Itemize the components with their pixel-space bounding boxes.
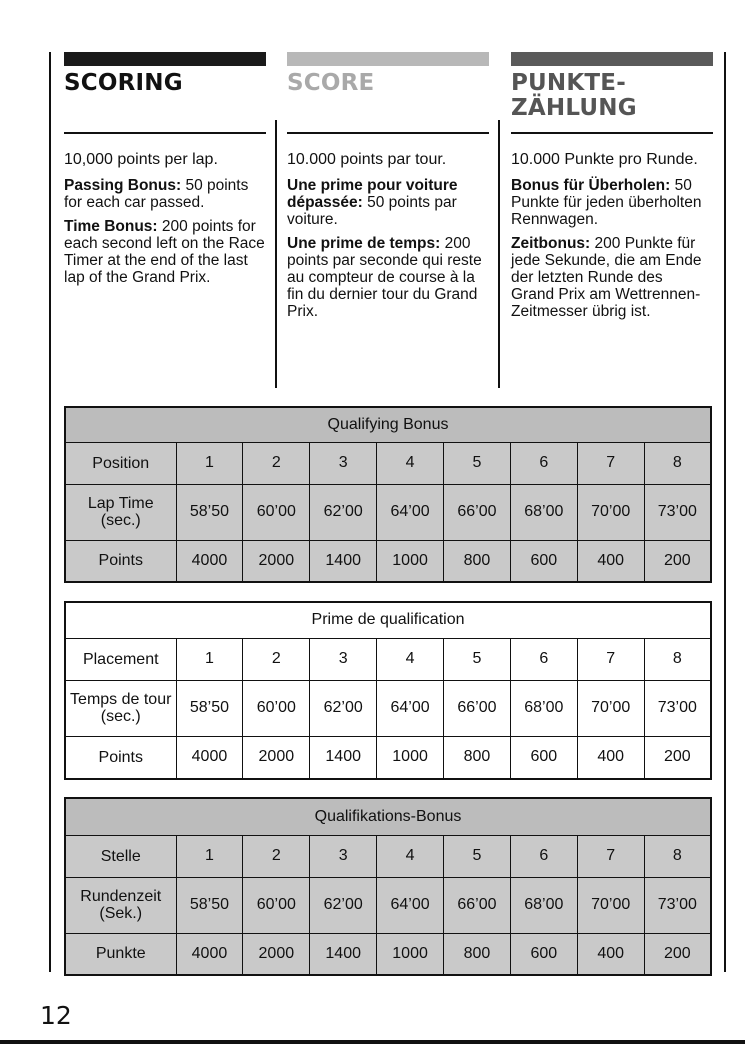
time-cell: 73’00 [644, 680, 711, 736]
position-cell: 3 [310, 442, 377, 484]
column-header-bar [511, 52, 713, 66]
scoring-column-fr [287, 52, 489, 320]
points-cell: 400 [577, 933, 644, 975]
time-cell: 70’00 [577, 484, 644, 540]
column-title: PUNKTE- ZÄHLUNG [511, 70, 637, 121]
points-cell: 2000 [243, 736, 310, 779]
time-cell: 62’00 [310, 680, 377, 736]
time-bonus: Zeitbonus: 200 Punkte für jede Sekunde, die am Ende der letzten Runde des Grand Prix am Wettrennen-Zeitmesser übrig ist. [511, 235, 702, 320]
time-cell: 58’50 [176, 877, 243, 933]
time-cell: 70’00 [577, 877, 644, 933]
table-title: Qualifying Bonus [65, 407, 711, 442]
position-cell: 5 [444, 638, 511, 680]
column-header-bar [64, 52, 266, 66]
time-cell: 68’00 [510, 484, 577, 540]
table-title: Qualifikations-Bonus [65, 798, 711, 835]
time-cell: 66’00 [444, 680, 511, 736]
position-cell: 6 [510, 442, 577, 484]
qualifying-bonus-table-de [64, 797, 712, 976]
column-body [64, 151, 266, 293]
position-cell: 1 [176, 638, 243, 680]
points-per-lap: 10.000 Punkte pro Runde. [511, 151, 698, 168]
position-cell: 2 [243, 835, 310, 877]
time-cell: 66’00 [444, 877, 511, 933]
points-cell: 200 [644, 933, 711, 975]
time-cell: 58’50 [176, 680, 243, 736]
row-label-position: Position [65, 442, 176, 484]
time-cell: 58’50 [176, 484, 243, 540]
column-header-bar [287, 52, 489, 66]
points-cell: 400 [577, 540, 644, 582]
position-cell: 4 [377, 638, 444, 680]
points-cell: 600 [510, 933, 577, 975]
row-label-points: Points [65, 736, 176, 779]
points-cell: 1000 [377, 933, 444, 975]
points-per-lap: 10,000 points per lap. [64, 151, 218, 168]
time-cell: 62’00 [310, 877, 377, 933]
row-label-points: Punkte [65, 933, 176, 975]
points-cell: 200 [644, 736, 711, 779]
page-number: 12 [40, 1001, 72, 1030]
points-cell: 1400 [310, 933, 377, 975]
table-title: Prime de qualification [65, 602, 711, 638]
time-cell: 62’00 [310, 484, 377, 540]
position-cell: 2 [243, 638, 310, 680]
column-body [287, 151, 489, 327]
passing-bonus: Une prime pour voiture dépassée: 50 points par voiture. [287, 177, 458, 228]
bottom-rule [0, 1040, 745, 1044]
position-cell: 3 [310, 835, 377, 877]
passing-bonus: Passing Bonus: 50 points for each car passed. [64, 177, 249, 211]
passing-bonus: Bonus für Überholen: 50 Punkte für jeden überholten Rennwagen. [511, 177, 702, 228]
time-cell: 60’00 [243, 680, 310, 736]
row-label-position: Stelle [65, 835, 176, 877]
column-divider-1 [275, 120, 277, 388]
points-cell: 1000 [377, 736, 444, 779]
column-rule [287, 132, 489, 134]
time-bonus: Time Bonus: 200 points for each second left on the Race Timer at the end of the last lap of the Grand Prix. [64, 218, 265, 286]
points-cell: 1400 [310, 540, 377, 582]
points-cell: 4000 [176, 933, 243, 975]
position-cell: 1 [176, 835, 243, 877]
position-cell: 2 [243, 442, 310, 484]
scoring-column-en [64, 52, 266, 286]
time-bonus: Une prime de temps: 200 points par seconde qui reste au compteur de course à la fin du dernier tour du Grand Prix. [287, 235, 482, 320]
qualifying-bonus-table-en [64, 406, 712, 583]
points-cell: 200 [644, 540, 711, 582]
right-margin-rule [724, 52, 726, 972]
position-cell: 6 [510, 835, 577, 877]
time-cell: 60’00 [243, 877, 310, 933]
points-cell: 1000 [377, 540, 444, 582]
points-cell: 800 [444, 540, 511, 582]
time-cell: 73’00 [644, 484, 711, 540]
points-cell: 2000 [243, 933, 310, 975]
position-cell: 7 [577, 442, 644, 484]
points-cell: 800 [444, 933, 511, 975]
position-cell: 7 [577, 835, 644, 877]
position-cell: 3 [310, 638, 377, 680]
position-cell: 6 [510, 638, 577, 680]
points-cell: 4000 [176, 540, 243, 582]
points-per-lap: 10.000 points par tour. [287, 151, 447, 168]
column-title: SCORING [64, 70, 183, 96]
time-cell: 60’00 [243, 484, 310, 540]
points-cell: 600 [510, 540, 577, 582]
column-body [511, 151, 707, 327]
position-cell: 4 [377, 442, 444, 484]
position-cell: 8 [644, 835, 711, 877]
qualifying-bonus-table-fr [64, 601, 712, 780]
time-cell: 73’00 [644, 877, 711, 933]
column-divider-2 [498, 120, 500, 388]
points-cell: 600 [510, 736, 577, 779]
position-cell: 5 [444, 835, 511, 877]
time-cell: 64’00 [377, 877, 444, 933]
row-label-points: Points [65, 540, 176, 582]
position-cell: 1 [176, 442, 243, 484]
scoring-column-de [511, 52, 713, 320]
position-cell: 8 [644, 442, 711, 484]
column-rule [64, 132, 266, 134]
position-cell: 7 [577, 638, 644, 680]
position-cell: 8 [644, 638, 711, 680]
points-cell: 4000 [176, 736, 243, 779]
row-label-lap-time: Temps de tour (sec.) [65, 680, 176, 736]
points-cell: 800 [444, 736, 511, 779]
row-label-position: Placement [65, 638, 176, 680]
column-title: SCORE [287, 70, 375, 96]
time-cell: 64’00 [377, 484, 444, 540]
points-cell: 1400 [310, 736, 377, 779]
points-cell: 400 [577, 736, 644, 779]
row-label-lap-time: Lap Time (sec.) [65, 484, 176, 540]
time-cell: 64’00 [377, 680, 444, 736]
left-margin-rule [49, 52, 51, 972]
position-cell: 5 [444, 442, 511, 484]
points-cell: 2000 [243, 540, 310, 582]
time-cell: 68’00 [510, 877, 577, 933]
row-label-lap-time: Rundenzeit (Sek.) [65, 877, 176, 933]
position-cell: 4 [377, 835, 444, 877]
time-cell: 70’00 [577, 680, 644, 736]
column-rule [511, 132, 713, 134]
time-cell: 66’00 [444, 484, 511, 540]
time-cell: 68’00 [510, 680, 577, 736]
